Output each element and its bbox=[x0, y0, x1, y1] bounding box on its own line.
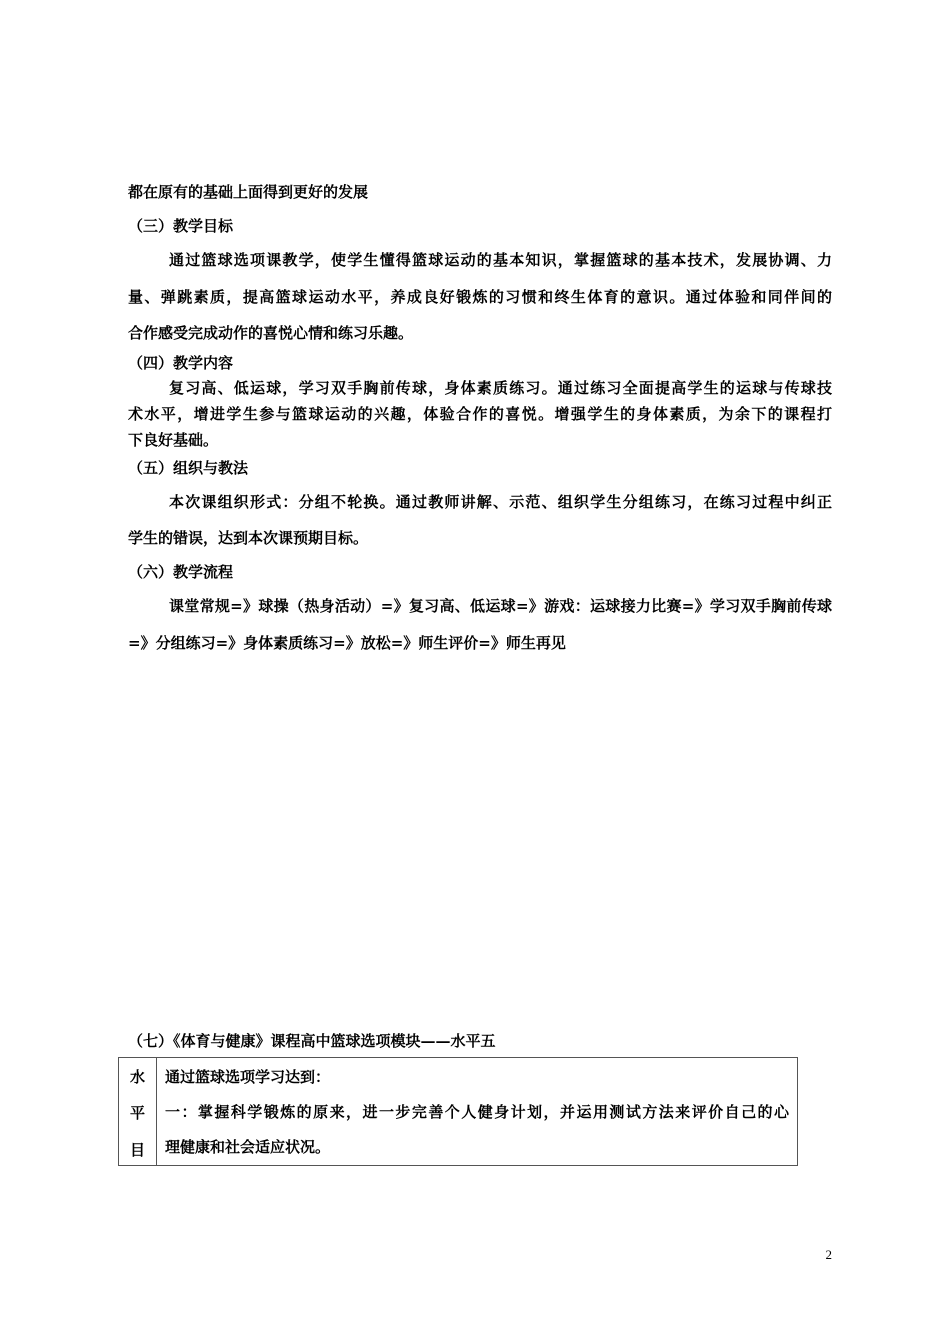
organization-text-line-1: 本次课组织形式：分组不轮换。通过教师讲解、示范、组织学生分组练习，在练习过程中纠正 bbox=[169, 493, 832, 511]
table-cell-line: 通过篮球选项学习达到： bbox=[165, 1068, 331, 1086]
process-text-line-1: 课堂常规=》球操（热身活动）=》复习高、低运球=》游戏：运球接力比赛=》学习双手胸前传球 bbox=[169, 597, 832, 615]
objectives-text-line-2: 量、弹跳素质，提高篮球运动水平，养成良好锻炼的习惯和终生体育的意识。通过体验和同伴间的 bbox=[128, 288, 832, 306]
section-heading-organization: （五）组织与教法 bbox=[128, 459, 249, 477]
content-text-line-2: 术水平，增进学生参与篮球运动的兴趣，体验合作的喜悦。增强学生的身体素质，为余下的课程打 bbox=[128, 405, 832, 423]
objectives-text-line-3: 合作感受完成动作的喜悦心情和练习乐趣。 bbox=[128, 324, 414, 342]
objectives-text-line-1: 通过篮球选项课教学，使学生懂得篮球运动的基本知识，掌握篮球的基本技术，发展协调、力 bbox=[169, 251, 832, 269]
page-number: 2 bbox=[825, 1247, 832, 1262]
process-text-line-2: =》分组练习=》身体素质练习=》放松=》师生评价=》师生再见 bbox=[128, 634, 566, 652]
section-heading-module: （七）《体育与健康》课程高中篮球选项模块——水平五 bbox=[128, 1032, 496, 1050]
content-text-line-1: 复习高、低运球，学习双手胸前传球，身体素质练习。通过练习全面提高学生的运球与传球技 bbox=[169, 379, 832, 397]
table-cell-line: 理健康和社会适应状况。 bbox=[165, 1138, 331, 1156]
content-text-line-3: 下良好基础。 bbox=[128, 431, 219, 449]
table-cell-line: 一：掌握科学锻炼的原来，进一步完善个人健身计划，并运用测试方法来评价自己的心 bbox=[165, 1103, 789, 1121]
section-heading-process: （六）教学流程 bbox=[128, 563, 234, 581]
paragraph-continuation: 都在原有的基础上面得到更好的发展 bbox=[128, 183, 369, 201]
table-header-char: 水 bbox=[129, 1068, 145, 1086]
organization-text-line-2: 学生的错误，达到本次课预期目标。 bbox=[128, 529, 369, 547]
table-header-char: 平 bbox=[129, 1104, 145, 1122]
section-heading-objectives: （三）教学目标 bbox=[128, 217, 234, 235]
table-column-divider bbox=[156, 1058, 157, 1165]
section-heading-content: （四）教学内容 bbox=[128, 354, 234, 372]
table-header-char: 目 bbox=[129, 1141, 145, 1159]
level-objectives-table bbox=[118, 1057, 798, 1166]
